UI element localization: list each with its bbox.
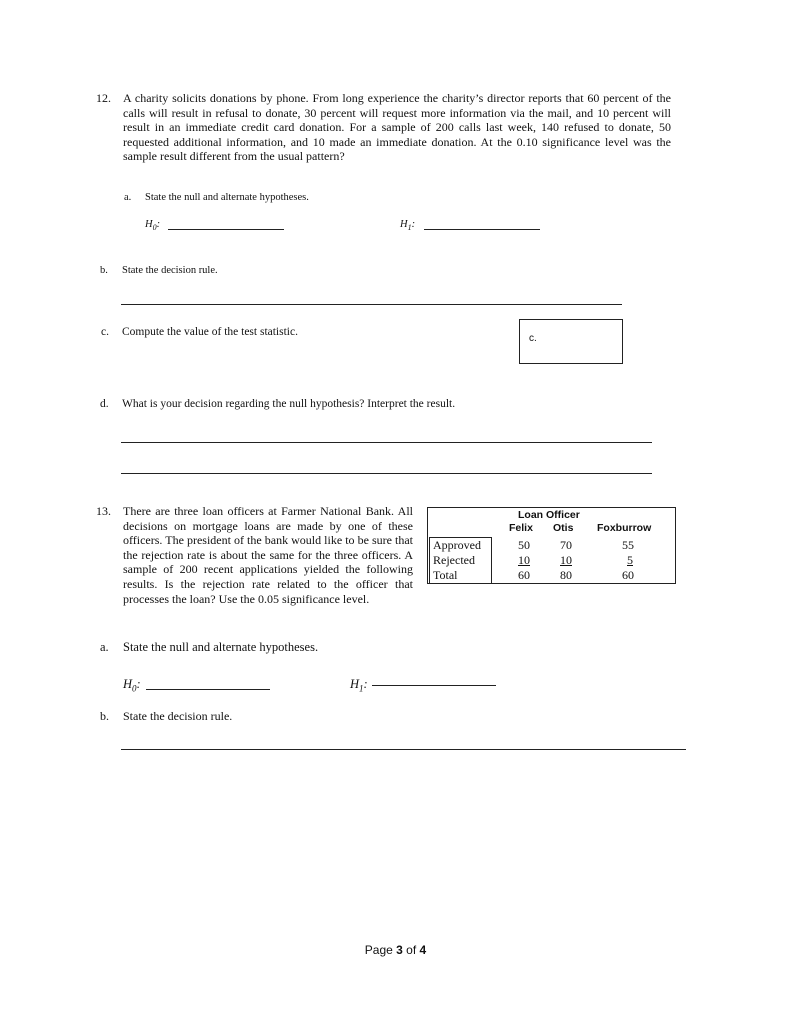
page-footer: [0, 943, 791, 957]
q13-loan-table: [427, 507, 676, 584]
q13-col-foxburrow: Foxburrow: [597, 522, 652, 534]
q12-number: 12.: [96, 91, 111, 105]
q12-h1: $H_1$:: [400, 219, 416, 233]
q12-h0-label: H: [145, 219, 153, 230]
q13-col-otis: Otis: [553, 522, 574, 534]
q13-rejected-otis: 10: [560, 553, 572, 567]
q13-h1-sub: 1: [359, 683, 364, 694]
q12-b-answer-line[interactable]: [121, 304, 622, 305]
q13-a-text: State the null and alternate hypotheses.: [123, 640, 319, 654]
q12-d-answer-line-1[interactable]: [121, 442, 652, 443]
q12-h1-answer-line[interactable]: [424, 229, 540, 230]
page-number: 3: [396, 943, 403, 957]
page-total: 4: [419, 943, 427, 957]
q12-h1-sub: 1: [407, 223, 412, 233]
q13-a-label: a.: [100, 640, 109, 654]
q13-total-felix: 60: [518, 568, 530, 582]
q13-row-rejected-label: Rejected: [433, 553, 475, 567]
q12-c-box-label: c.: [529, 333, 537, 344]
q13-h0: $H_0$:: [123, 677, 141, 694]
q13-h0-sub: 0: [132, 683, 137, 694]
q12-text: A charity solicits donations by phone. From long experience the charity’s director reports that 60 percent of the calls will result in refusal to donate, 30 percent will request more information via the mail, and 10 percent will result in an immediate credit card donation. For a sample of 200 calls last week, 140 refused to donate, 50 requested additional information, and 10 made an immediate donation. At the 0.10 significance level was the sample result different from the usual pattern?: [123, 91, 671, 164]
q13-col-felix: Felix: [509, 522, 533, 534]
q13-row-approved-label: Approved: [433, 538, 481, 552]
q13-total-otis: 80: [560, 568, 572, 582]
q13-approved-felix: 50: [518, 538, 530, 552]
q13-approved-foxburrow: 55: [622, 538, 634, 552]
q13-h1-label: H: [350, 677, 360, 691]
q12-a-label: a.: [124, 192, 132, 203]
q12-h1-label: H: [400, 219, 408, 230]
q12-c-text: Compute the value of the test statistic.: [122, 326, 298, 338]
q13-rejected-foxburrow: 5: [627, 553, 633, 567]
q13-approved-otis: 70: [560, 538, 572, 552]
page-of: of: [402, 943, 420, 957]
q12-b-text: State the decision rule.: [122, 265, 218, 276]
q12-h0-answer-line[interactable]: [168, 229, 284, 230]
page-prefix: Page: [364, 943, 397, 957]
q13-h1-answer-line[interactable]: [372, 685, 496, 686]
q13-b-text: State the decision rule.: [123, 709, 233, 723]
q13-table-group-header: Loan Officer: [518, 509, 580, 521]
q12-a-text: State the null and alternate hypotheses.: [145, 192, 309, 203]
q12-d-text: What is your decision regarding the null hypothesis? Interpret the result.: [122, 398, 456, 410]
q12-h0: $H_0$:: [145, 219, 161, 233]
q13-row-total-label: Total: [433, 568, 458, 582]
q12-b-label: b.: [100, 265, 108, 276]
q13-number: 13.: [96, 504, 111, 518]
q13-total-foxburrow: 60: [622, 568, 634, 582]
q12-c-answer-box[interactable]: [519, 319, 623, 364]
q13-text: There are three loan officers at Farmer National Bank. All decisions on mortgage loans are made by one of these officers. The president of the bank would like to be sure that the rejection rate is about the same for the three officers. A sample of 200 recent applications yielded the following results. Is the rejection rate related to the officer that processes the loan? Use the 0.05 significance level.: [123, 504, 413, 606]
q12-h0-sub: 0: [152, 223, 157, 233]
q12-d-answer-line-2[interactable]: [121, 473, 652, 474]
q13-b-answer-line[interactable]: [121, 749, 686, 750]
q13-h0-label: H: [123, 677, 133, 691]
q13-h1: $H_1$:: [350, 677, 368, 694]
q13-h0-answer-line[interactable]: [146, 689, 270, 690]
q12-c-label: c.: [101, 326, 109, 338]
q13-b-label: b.: [100, 709, 109, 723]
q13-rejected-felix: 10: [518, 553, 530, 567]
q12-d-label: d.: [100, 398, 109, 410]
